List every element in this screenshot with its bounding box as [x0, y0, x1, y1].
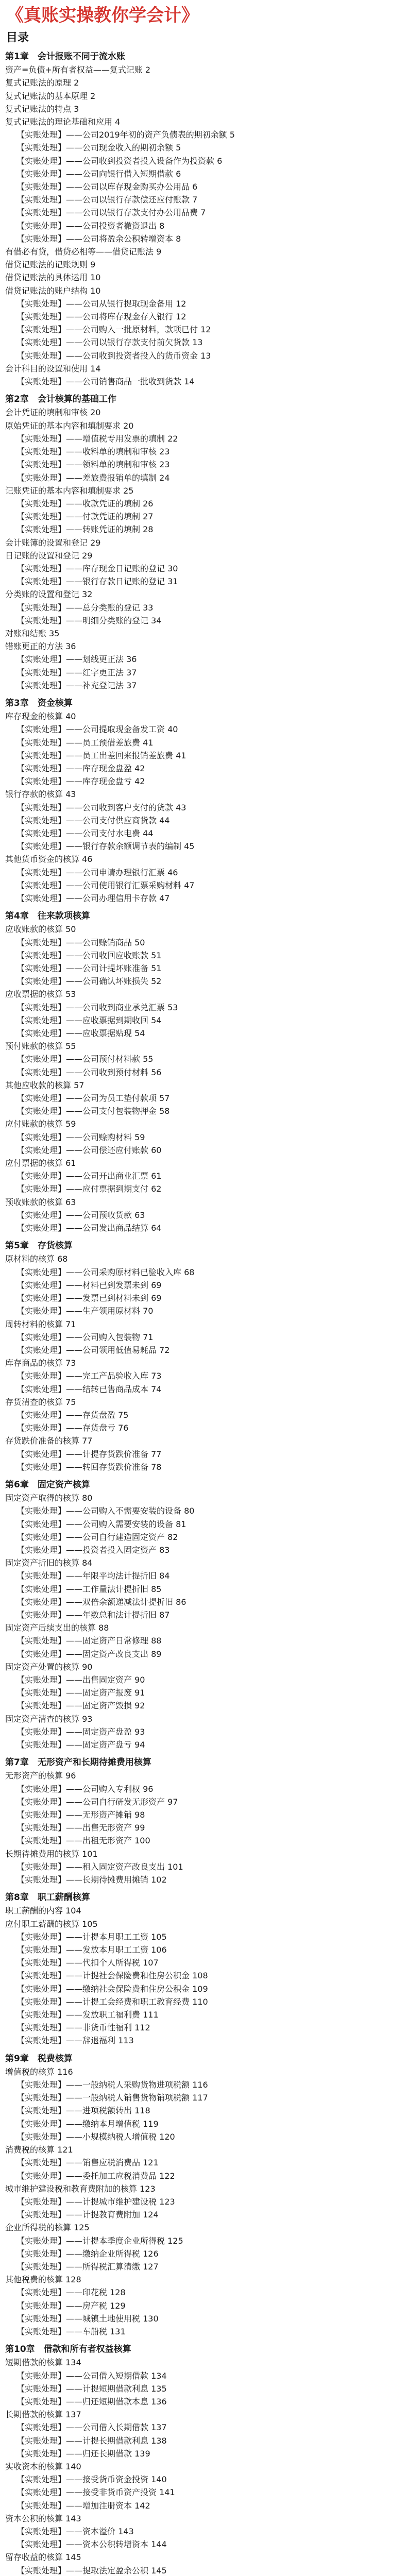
toc-entry: 【实账处理】——应收票据到期收回 54 [16, 1015, 162, 1025]
toc-entry: 【实账处理】——转回存货跌价准备 78 [16, 1462, 162, 1472]
toc-entry: 【实账处理】——双倍余额递减法计提折旧 86 [16, 1597, 186, 1607]
toc-entry: 银行存款的核算 43 [5, 789, 76, 800]
toc-chapter: 第6章 固定资产核算 [5, 1479, 90, 1490]
toc-entry: 存货清查的核算 75 [5, 1397, 76, 1407]
toc-entry: 固定资产处置的核算 90 [5, 1662, 93, 1672]
toc-entry: 【实账处理】——投资者投入固定资产 83 [16, 1545, 170, 1555]
toc-entry: 固定资产折旧的核算 84 [5, 1558, 93, 1568]
toc-entry: 【实账处理】——发票已到材料未到 69 [16, 1293, 162, 1303]
toc-entry: 【实账处理】——归还短期借款本息 136 [16, 2396, 167, 2406]
toc-chapter: 第8章 职工薪酬核算 [5, 1892, 90, 1903]
toc-entry: 应收账款的核算 50 [5, 924, 76, 935]
toc-entry: 【实账处理】——公司以银行存款支付前欠货款 13 [16, 337, 203, 348]
toc-entry: 【实账处理】——付款凭证的填制 27 [16, 512, 154, 522]
toc-entry: 【实账处理】——银行存款余额调节表的编制 45 [16, 841, 195, 852]
toc-entry: 【实账处理】——出售固定资产 90 [16, 1674, 145, 1685]
toc-entry: 【实账处理】——完工产品验收入库 73 [16, 1371, 162, 1381]
toc-entry: 【实账处理】——接受货币资金投资 140 [16, 2475, 167, 2485]
toc-entry: 【实账处理】——收料单的填制和审核 23 [16, 447, 170, 457]
toc-entry: 【实账处理】——库存现金日记账的登记 30 [16, 563, 178, 573]
toc-entry: 【实账处理】——计提短期借款利息 135 [16, 2383, 167, 2394]
toc-entry: 【实账处理】——增值税专用发票的填制 22 [16, 433, 178, 444]
toc-entry: 【实账处理】——公司赊购材料 59 [16, 1132, 145, 1142]
toc-entry: 有借必有贷，借贷必相等——借贷记账法 9 [5, 247, 162, 257]
toc-entry: 【实账处理】——增加注册资本 142 [16, 2500, 150, 2511]
toc-entry: 应付账款的核算 59 [5, 1119, 76, 1129]
toc-entry: 【实账处理】——公司向银行借入短期借款 6 [16, 168, 181, 179]
toc-entry: 消费税的核算 121 [5, 2145, 73, 2155]
toc-entry: 【实账处理】——公司采购原材料已验收入库 68 [16, 1267, 195, 1277]
toc-entry: 增值税的核算 116 [5, 2066, 73, 2077]
toc-chapter: 第9章 税费核算 [5, 2053, 73, 2064]
toc-entry: 【实账处理】——结转已售商品成本 74 [16, 1384, 162, 1394]
toc-entry: 资本公积的核算 143 [5, 2513, 81, 2523]
toc-entry: 【实账处理】——公司购入需要安装的设备 81 [16, 1519, 186, 1529]
toc-entry: 【实账处理】——公司支付水电费 44 [16, 828, 154, 838]
toc-entry: 【实账处理】——公司收回应收账款 51 [16, 950, 162, 960]
toc-entry: 【实账处理】——划线更正法 36 [16, 654, 137, 665]
toc-entry: 其他应收款的核算 57 [5, 1080, 84, 1090]
toc-entry: 其他货币资金的核算 46 [5, 854, 93, 865]
toc-chapter: 第4章 往来款项核算 [5, 911, 90, 922]
toc-entry: 【实账处理】——租入固定资产改良支出 101 [16, 1861, 183, 1872]
toc-entry: 会计账簿的设置和登记 29 [5, 537, 101, 548]
toc-entry: 【实账处理】——差旅费报销单的填制 24 [16, 472, 170, 483]
toc-entry: 分类账的设置和登记 32 [5, 589, 93, 600]
toc-chapter: 第2章 会计核算的基础工作 [5, 394, 116, 405]
toc-entry: 【实账处理】——辞退福利 113 [16, 2036, 134, 2046]
toc-entry: 【实账处理】——公司领用低值易耗品 72 [16, 1345, 170, 1355]
toc-entry: 【实账处理】——应付票据到期支付 62 [16, 1184, 162, 1194]
toc-entry: 【实账处理】——公司以银行存款支付办公用品费 7 [16, 208, 206, 218]
toc-entry: 【实账处理】——城镇土地使用税 130 [16, 2313, 159, 2324]
toc-entry: 【实账处理】——计提工会经费和职工教育经费 110 [16, 1996, 208, 2007]
toc-entry: 【实账处理】——缴纳本月增值税 119 [16, 2119, 159, 2129]
toc-entry: 【实账处理】——公司发出商品结算 64 [16, 1223, 162, 1233]
toc-entry: 【实账处理】——公司支付供应商货款 44 [16, 815, 170, 825]
toc-entry: 借贷记账法的记账规则 9 [5, 260, 96, 270]
toc-entry: 【实账处理】——应收票据贴现 54 [16, 1028, 145, 1039]
toc-entry: 【实账处理】——公司申请办理银行汇票 46 [16, 867, 178, 877]
toc-entry: 【实账处理】——公司收到客户支付的货款 43 [16, 802, 186, 812]
toc-entry: 【实账处理】——无形资产摊销 98 [16, 1810, 145, 1820]
toc-entry: 【实账处理】——存货盘亏 76 [16, 1423, 129, 1433]
toc-entry: 职工薪酬的内容 104 [5, 1906, 81, 1916]
toc-entry: 会计凭证的填制和审核 20 [5, 408, 101, 418]
toc-entry: 【实账处理】——非货币性福利 112 [16, 2023, 150, 2033]
toc-chapter: 第7章 无形资产和长期待摊费用核算 [5, 1757, 151, 1768]
toc-entry: 【实账处理】——发放本月职工工资 106 [16, 1945, 167, 1955]
toc-entry: 资产=负债+所有者权益——复式记账 2 [5, 65, 151, 75]
toc-entry: 【实账处理】——固定资产日常修理 88 [16, 1636, 162, 1646]
toc-entry: 固定资产取得的核算 80 [5, 1493, 93, 1503]
toc-entry: 【实账处理】——公司借入长期借款 137 [16, 2422, 167, 2433]
toc-entry: 复式记账法的特点 3 [5, 104, 79, 114]
toc-entry: 【实账处理】——公司销售商品一批收到货款 14 [16, 377, 195, 387]
toc-entry: 周转材料的核算 71 [5, 1319, 76, 1329]
toc-entry: 【实账处理】——红字更正法 37 [16, 667, 137, 677]
toc-entry: 【实账处理】——公司自行研发无形资产 97 [16, 1797, 178, 1807]
toc-entry: 【实账处理】——计提长期借款利息 138 [16, 2435, 167, 2446]
toc-entry: 【实账处理】——公司购入包装物 71 [16, 1332, 154, 1342]
toc-entry: 【实账处理】——公司将库存现金存入银行 12 [16, 312, 186, 322]
toc-entry: 【实账处理】——销售应税消费品 121 [16, 2158, 159, 2168]
toc-entry: 【实账处理】——员工预借差旅费 41 [16, 737, 154, 748]
toc-entry: 【实账处理】——材料已到发票未到 69 [16, 1280, 162, 1290]
toc-entry: 日记账的设置和登记 29 [5, 550, 93, 561]
toc-entry: 复式记账法的基本原理 2 [5, 91, 96, 101]
toc-entry: 【实账处理】——公司购入专利权 96 [16, 1784, 154, 1794]
toc-entry: 长期待摊费用的核算 101 [5, 1849, 98, 1859]
toc-entry: 【实账处理】——计提城市维护建设税 123 [16, 2196, 175, 2207]
toc-entry: 【实账处理】——库存现金盘亏 42 [16, 776, 145, 787]
toc-entry: 【实账处理】——库存现金盘盈 42 [16, 763, 145, 773]
toc-entry: 留存收益的核算 145 [5, 2552, 81, 2563]
toc-entry: 【实账处理】——公司将盈余公积转增资本 8 [16, 233, 181, 244]
toc-entry: 【实账处理】——公司开出商业汇票 61 [16, 1171, 162, 1181]
toc-entry: 【实账处理】——所得税汇算清缴 127 [16, 2261, 159, 2272]
toc-entry: 【实账处理】——固定资产改良支出 89 [16, 1649, 162, 1659]
toc-entry: 【实账处理】——印花税 128 [16, 2287, 126, 2298]
toc-entry: 原材料的核算 68 [5, 1254, 68, 1264]
toc-entry: 【实账处理】——公司预收货款 63 [16, 1210, 145, 1220]
toc-entry: 固定资产清查的核算 93 [5, 1714, 93, 1724]
toc-entry: 城市维护建设税和教育费附加的核算 123 [5, 2183, 156, 2194]
toc-entry: 【实账处理】——公司投资者撤资退出 8 [16, 221, 165, 231]
toc-entry: 复式记账法的理论基础和应用 4 [5, 117, 121, 127]
toc-entry: 【实账处理】——公司借入短期借款 134 [16, 2370, 167, 2381]
toc-entry: 【实账处理】——公司支付包装物押金 58 [16, 1106, 170, 1116]
toc-entry: 【实账处理】——委托加工应税消费品 122 [16, 2171, 175, 2181]
toc-entry: 预收账款的核算 63 [5, 1197, 76, 1207]
toc-entry: 存货跌价准备的核算 77 [5, 1436, 93, 1446]
toc-entry: 【实账处理】——代扣个人所得税 107 [16, 1958, 159, 1968]
toc-entry: 【实账处理】——公司收到预付材料 56 [16, 1067, 162, 1077]
toc-chapter: 第10章 借款和所有者权益核算 [5, 2344, 131, 2355]
toc-entry: 无形资产的核算 96 [5, 1771, 76, 1781]
toc-entry: 【实账处理】——公司提取现金备发工资 40 [16, 724, 178, 735]
toc-entry: 【实账处理】——公司自行建造固定资产 82 [16, 1532, 178, 1542]
toc-entry: 【实账处理】——计提社会保险费和住房公积金 108 [16, 1971, 208, 1981]
toc-entry: 【实账处理】——年限平均法计提折旧 84 [16, 1571, 170, 1581]
toc-chapter: 第5章 存货核算 [5, 1241, 73, 1251]
toc-entry: 企业所得税的核算 125 [5, 2223, 90, 2233]
toc-entry: 【实账处理】——公司以库存现金购买办公用品 6 [16, 182, 198, 192]
toc-entry: 【实账处理】——归还长期借款 139 [16, 2448, 150, 2459]
toc-entry: 【实账处理】——提取法定盈余公积 145 [16, 2565, 167, 2575]
toc-entry: 【实账处理】——进项税额转出 118 [16, 2106, 150, 2116]
toc-entry: 【实账处理】——公司使用银行汇票采购材料 47 [16, 880, 195, 890]
toc-entry: 【实账处理】——固定资产毁损 92 [16, 1701, 145, 1711]
toc-entry: 【实账处理】——出售无形资产 99 [16, 1823, 145, 1833]
toc-entry: 【实账处理】——缴纳社会保险费和住房公积金 109 [16, 1984, 208, 1994]
toc-entry: 【实账处理】——领料单的填制和审核 23 [16, 460, 170, 470]
table-of-contents [5, 50, 402, 2576]
toc-entry: 【实账处理】——总分类账的登记 33 [16, 602, 154, 613]
toc-entry: 【实账处理】——计提存货跌价准备 77 [16, 1449, 162, 1459]
toc-chapter: 第3章 资金核算 [5, 698, 73, 708]
toc-entry: 【实账处理】——收款凭证的填制 26 [16, 498, 154, 509]
toc-entry: 【实账处理】——固定资产报废 91 [16, 1688, 145, 1698]
toc-entry: 会计科目的设置和使用 14 [5, 363, 101, 374]
toc-entry: 【实账处理】——固定资产盘亏 94 [16, 1740, 145, 1750]
toc-entry: 记账凭证的基本内容和填制要求 25 [5, 485, 134, 496]
toc-entry: 【实账处理】——小规模纳税人增值税 120 [16, 2131, 175, 2142]
toc-entry: 【实账处理】——一般纳税人销售货物销项税额 117 [16, 2093, 208, 2103]
toc-entry: 【实账处理】——转账凭证的填制 28 [16, 524, 154, 535]
toc-entry: 复式记账法的原理 2 [5, 78, 79, 88]
toc-entry: 【实账处理】——公司预付材料款 55 [16, 1054, 154, 1064]
toc-entry: 对账和结账 35 [5, 628, 60, 638]
toc-entry: 【实账处理】——一般纳税人采购货物进项税额 116 [16, 2080, 208, 2090]
toc-entry: 【实账处理】——公司从银行提取现金备用 12 [16, 298, 186, 309]
toc-entry: 【实账处理】——公司偿还应付账款 60 [16, 1145, 162, 1155]
toc-entry: 借贷记账法的具体运用 10 [5, 273, 101, 283]
toc-entry: 【实账处理】——工作量法计提折旧 85 [16, 1584, 162, 1594]
toc-entry: 【实账处理】——公司收到商业承兑汇票 53 [16, 1002, 178, 1012]
toc-entry: 【实账处理】——明细分类账的登记 34 [16, 615, 162, 625]
toc-entry: 【实账处理】——公司现金收入的期初余额 5 [16, 143, 181, 153]
toc-entry: 【实账处理】——固定资产盘盈 93 [16, 1726, 145, 1737]
toc-chapter: 第1章 会计报账不同于流水账 [5, 52, 125, 62]
contents-heading: 目录 [6, 31, 29, 44]
toc-entry: 【实账处理】——公司购入一批原材料，款项已付 12 [16, 325, 211, 335]
toc-entry: 【实账处理】——银行存款日记账的登记 31 [16, 577, 178, 587]
toc-entry: 【实账处理】——计提教育费附加 124 [16, 2210, 159, 2220]
toc-entry: 【实账处理】——员工出差回来报销差旅费 41 [16, 750, 186, 760]
toc-entry: 【实账处理】——生产领用原材料 70 [16, 1306, 154, 1316]
toc-entry: 【实账处理】——公司办理信用卡存款 47 [16, 893, 170, 903]
toc-entry: 库存现金的核算 40 [5, 711, 76, 722]
toc-entry: 【实账处理】——公司2019年初的资产负债表的期初余额 5 [16, 130, 235, 140]
toc-entry: 借贷记账法的账户结构 10 [5, 285, 101, 296]
toc-entry: 【实账处理】——房产税 129 [16, 2300, 126, 2311]
toc-entry: 【实账处理】——接受非货币资产投资 141 [16, 2487, 175, 2498]
toc-entry: 【实账处理】——发放职工福利费 111 [16, 2010, 159, 2020]
toc-entry: 错账更正的方法 36 [5, 641, 76, 652]
toc-entry: 【实账处理】——公司收到投资者投入设备作为投资款 6 [16, 156, 223, 166]
toc-entry: 【实账处理】——补充登记法 37 [16, 680, 137, 690]
toc-entry: 【实账处理】——资本溢价 143 [16, 2526, 134, 2536]
toc-entry: 应付职工薪酬的核算 105 [5, 1919, 98, 1929]
toc-entry: 【实账处理】——公司赊销商品 50 [16, 937, 145, 947]
toc-entry: 【实账处理】——公司确认坏账损失 52 [16, 976, 162, 987]
toc-entry: 【实账处理】——车船税 131 [16, 2326, 126, 2336]
toc-entry: 【实账处理】——公司以银行存款偿还应付账款 7 [16, 195, 198, 205]
toc-entry: 应收票据的核算 53 [5, 989, 76, 999]
toc-entry: 【实账处理】——公司收到投资者投入的货币资金 13 [16, 350, 211, 361]
toc-entry: 【实账处理】——出租无形资产 100 [16, 1836, 150, 1846]
toc-entry: 实收资本的核算 140 [5, 2461, 81, 2471]
toc-entry: 【实账处理】——计提本月职工工资 105 [16, 1931, 167, 1942]
toc-entry: 【实账处理】——存货盘盈 75 [16, 1410, 129, 1420]
toc-entry: 预付账款的核算 55 [5, 1041, 76, 1052]
toc-entry: 【实账处理】——缴纳企业所得税 126 [16, 2248, 159, 2259]
toc-entry: 【实账处理】——计提本季度企业所得税 125 [16, 2235, 183, 2246]
toc-entry: 其他税费的核算 128 [5, 2275, 81, 2285]
toc-entry: 长期借款的核算 137 [5, 2410, 81, 2420]
toc-entry: 【实账处理】——公司计提坏账准备 51 [16, 963, 162, 974]
toc-entry: 【实账处理】——资本公积转增资本 144 [16, 2539, 167, 2550]
book-title: 《真账实操教你学会计》 [6, 5, 199, 26]
toc-entry: 【实账处理】——公司购入不需要安装的设备 80 [16, 1506, 195, 1516]
toc-entry: 固定资产后续支出的核算 88 [5, 1623, 109, 1633]
toc-entry: 原始凭证的基本内容和填制要求 20 [5, 420, 134, 431]
toc-entry: 应付票据的核算 61 [5, 1158, 76, 1168]
toc-entry: 短期借款的核算 134 [5, 2358, 81, 2368]
toc-entry: 库存商品的核算 73 [5, 1358, 76, 1368]
toc-entry: 【实账处理】——年数总和法计提折旧 87 [16, 1609, 170, 1620]
toc-entry: 【实账处理】——长期待摊费用摊销 102 [16, 1875, 167, 1885]
toc-entry: 【实账处理】——公司为员工垫付款项 57 [16, 1093, 170, 1104]
